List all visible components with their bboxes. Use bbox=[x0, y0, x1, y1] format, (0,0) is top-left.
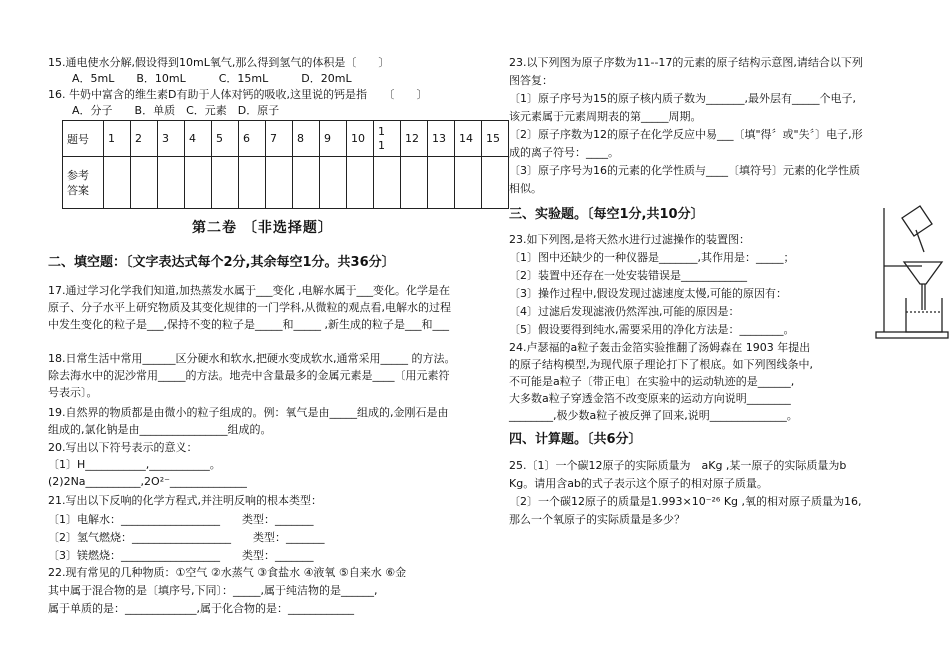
answer-cell[interactable] bbox=[455, 157, 482, 209]
q22-line: 属于单质的是：_____________,属于化合物的是：____________ bbox=[48, 602, 354, 615]
answer-number: 15 bbox=[482, 121, 509, 157]
answer-cell[interactable] bbox=[320, 157, 347, 209]
answer-cell[interactable] bbox=[131, 157, 158, 209]
q23a-line: 图答复： bbox=[509, 74, 553, 87]
q22-line: 22.现有常见的几种物质：①空气 ②水蒸气 ③食盐水 ④液氧 ⑤自来水 ⑥金 bbox=[48, 566, 407, 579]
q15-stem: 15.通电使水分解,假设得到10mL氧气,那么得到氢气的体积是〔 〕 bbox=[48, 56, 390, 69]
q24-line: ________,极少数a粒子被反弹了回来,说明______________。 bbox=[509, 409, 798, 422]
q23a-line: 〔1〕原子序号为15的原子核内质子数为_______,最外层有_____个电子, bbox=[509, 92, 856, 105]
answer-number: 6 bbox=[239, 121, 266, 157]
answer-number: 12 bbox=[401, 121, 428, 157]
answer-cell[interactable] bbox=[293, 157, 320, 209]
answer-number: 5 bbox=[212, 121, 239, 157]
answer-number: 1 bbox=[104, 121, 131, 157]
answer-number: 10 bbox=[347, 121, 374, 157]
q23a-line: 〔2〕原子序数为12的原子在化学反应中易___〔填"得〞或"失〞〕电子,形 bbox=[509, 128, 863, 141]
q21-line: 〔3〕镁燃烧：__________________ 类型：_______ bbox=[48, 549, 314, 562]
q25-line: 那么一个氧原子的实际质量是多少？ bbox=[509, 513, 685, 526]
answer-table-number-row bbox=[63, 121, 509, 157]
answer-table-row2-label bbox=[63, 157, 104, 209]
q23b-line: 〔2〕装置中还存在一处安装错误是____________ bbox=[509, 269, 747, 282]
section-calc-title: 四、计算题。〔共6分〕 bbox=[509, 432, 642, 447]
q19-line: 组成的,氯化钠是由________________组成的。 bbox=[48, 423, 272, 436]
q18-line: 18.日常生活中常用______区分硬水和软水,把硬水变成软水,通常采用_____ 的方法。 bbox=[48, 352, 456, 365]
q24-line: 大多数a粒子穿透金箔不改变原来的运动方向说明________ bbox=[509, 392, 791, 405]
q23a-line: 成的离子符号：____。 bbox=[509, 146, 619, 159]
q20-line: (2)2Na__________,2O²⁻______________ bbox=[48, 475, 247, 488]
q23a-line: 该元素属于元素周期表的第_____周期。 bbox=[509, 110, 702, 123]
answer-label-b: 答案 bbox=[67, 183, 89, 197]
q18-line: 号表示〕。 bbox=[48, 386, 98, 399]
q25-line: 〔2〕一个碳12原子的质量是1.993×10⁻²⁶ Kg ,氧的相对原子质量为16, bbox=[509, 495, 862, 508]
answer-cell[interactable] bbox=[212, 157, 239, 209]
part2-title: 第二卷 〔非选择题〕 bbox=[192, 220, 333, 236]
answer-cell[interactable] bbox=[374, 157, 401, 209]
section-experiment-title: 三、实验题。〔每空1分,共10分〕 bbox=[509, 207, 704, 222]
q23b-line: 〔1〕图中还缺少的一种仪器是_______,其作用是：_____； bbox=[509, 251, 795, 264]
answer-number: 7 bbox=[266, 121, 293, 157]
answer-cell[interactable] bbox=[239, 157, 266, 209]
filtration-apparatus-illustration bbox=[872, 200, 950, 345]
q15-options: A．5mL B．10mL C．15mL D．20mL bbox=[72, 72, 352, 85]
answer-cell[interactable] bbox=[185, 157, 212, 209]
q22-line: 其中属于混合物的是〔填序号,下同〕：_____,属于纯洁物的是______, bbox=[48, 584, 378, 597]
answer-cell[interactable] bbox=[266, 157, 293, 209]
q21-line: 〔2〕氢气燃烧：__________________ 类型：_______ bbox=[48, 531, 325, 544]
answer-number: 4 bbox=[185, 121, 212, 157]
answer-number: 13 bbox=[428, 121, 455, 157]
q23a-line: 相似。 bbox=[509, 182, 542, 195]
answer-cell[interactable] bbox=[158, 157, 185, 209]
section-fill-title: 二、填空题：〔文字表达式每个2分,其余每空1分。共36分〕 bbox=[48, 255, 395, 270]
answer-cell[interactable] bbox=[104, 157, 131, 209]
q16-options: A．分子 B．单质 C．元素 D．原子 bbox=[72, 104, 280, 117]
q25-line: 25.〔1〕一个碳12原子的实际质量为 aKg ,某一原子的实际质量为b bbox=[509, 459, 847, 472]
answer-number: 3 bbox=[158, 121, 185, 157]
q21-line: 〔1〕电解水：__________________ 类型：_______ bbox=[48, 513, 314, 526]
answer-cell[interactable] bbox=[401, 157, 428, 209]
q23a-line: 〔3〕原子序号为16的元素的化学性质与____〔填符号〕元素的化学性质 bbox=[509, 164, 860, 177]
answer-number: 14 bbox=[455, 121, 482, 157]
answer-label-a: 参考 bbox=[67, 168, 89, 182]
q17-line: 17.通过学习化学我们知道,加热蒸发水属于___变化 ,电解水属于___变化。化学是在 bbox=[48, 284, 450, 297]
answer-table-answer-row bbox=[63, 157, 509, 209]
answer-number: 1 1 bbox=[374, 121, 401, 157]
q24-line: 不可能是a粒子〔带正电〕在实验中的运动轨迹的是______, bbox=[509, 375, 795, 388]
answer-cell[interactable] bbox=[428, 157, 455, 209]
q24-line: 24.卢瑟福的a粒子轰击金箔实验推翻了汤姆森在 1903 年提出 bbox=[509, 341, 811, 354]
q17-line: 原子、分子水平上研究物质及其变化规律的一门学科,从微粒的观点看,电解水的过程 bbox=[48, 301, 451, 314]
answer-number: 8 bbox=[293, 121, 320, 157]
answer-cell[interactable] bbox=[347, 157, 374, 209]
q18-line: 除去海水中的泥沙常用_____的方法。地壳中含量最多的金属元素是____〔用元素符 bbox=[48, 369, 450, 382]
answer-table bbox=[62, 120, 509, 209]
answer-table-row1-label: 题号 bbox=[63, 121, 104, 157]
q25-line: Kg。请用含ab的式子表示这个原子的相对原子质量。 bbox=[509, 477, 768, 490]
q23b-line: 〔4〕过滤后发现滤液仍然浑浊,可能的原因是： bbox=[509, 305, 740, 318]
answer-number: 2 bbox=[131, 121, 158, 157]
q23b-line: 23.如下列图,是将天然水进行过滤操作的装置图： bbox=[509, 233, 750, 246]
q23b-line: 〔3〕操作过程中,假设发现过滤速度太慢,可能的原因有： bbox=[509, 287, 787, 300]
q23a-line: 23.以下列图为原子序数为11--17的元素的原子结构示意图,请结合以下列 bbox=[509, 56, 863, 69]
answer-number: 9 bbox=[320, 121, 347, 157]
q16-stem: 16. 牛奶中富含的维生素D有助于人体对钙的吸收,这里说的钙是指 〔 〕 bbox=[48, 88, 428, 101]
q20-line: 〔1〕H___________,___________。 bbox=[48, 458, 221, 471]
q19-line: 19.自然界的物质都是由微小的粒子组成的。例：氧气是由_____组成的,金刚石是由 bbox=[48, 406, 449, 419]
q24-line: 的原子结构模型,为现代原子理论打下了根底。如下列图线条中, bbox=[509, 358, 813, 371]
q17-line: 中发生变化的粒子是___,保持不变的粒子是_____和_____ ,新生成的粒子是___和___ bbox=[48, 318, 449, 331]
q23b-line: 〔5〕假设要得到纯水,需要采用的净化方法是：________。 bbox=[509, 323, 795, 336]
answer-cell[interactable] bbox=[482, 157, 509, 209]
q21-line: 21.写出以下反响的化学方程式,并注明反响的根本类型： bbox=[48, 494, 322, 507]
q20-line: 20.写出以下符号表示的意义： bbox=[48, 441, 198, 454]
